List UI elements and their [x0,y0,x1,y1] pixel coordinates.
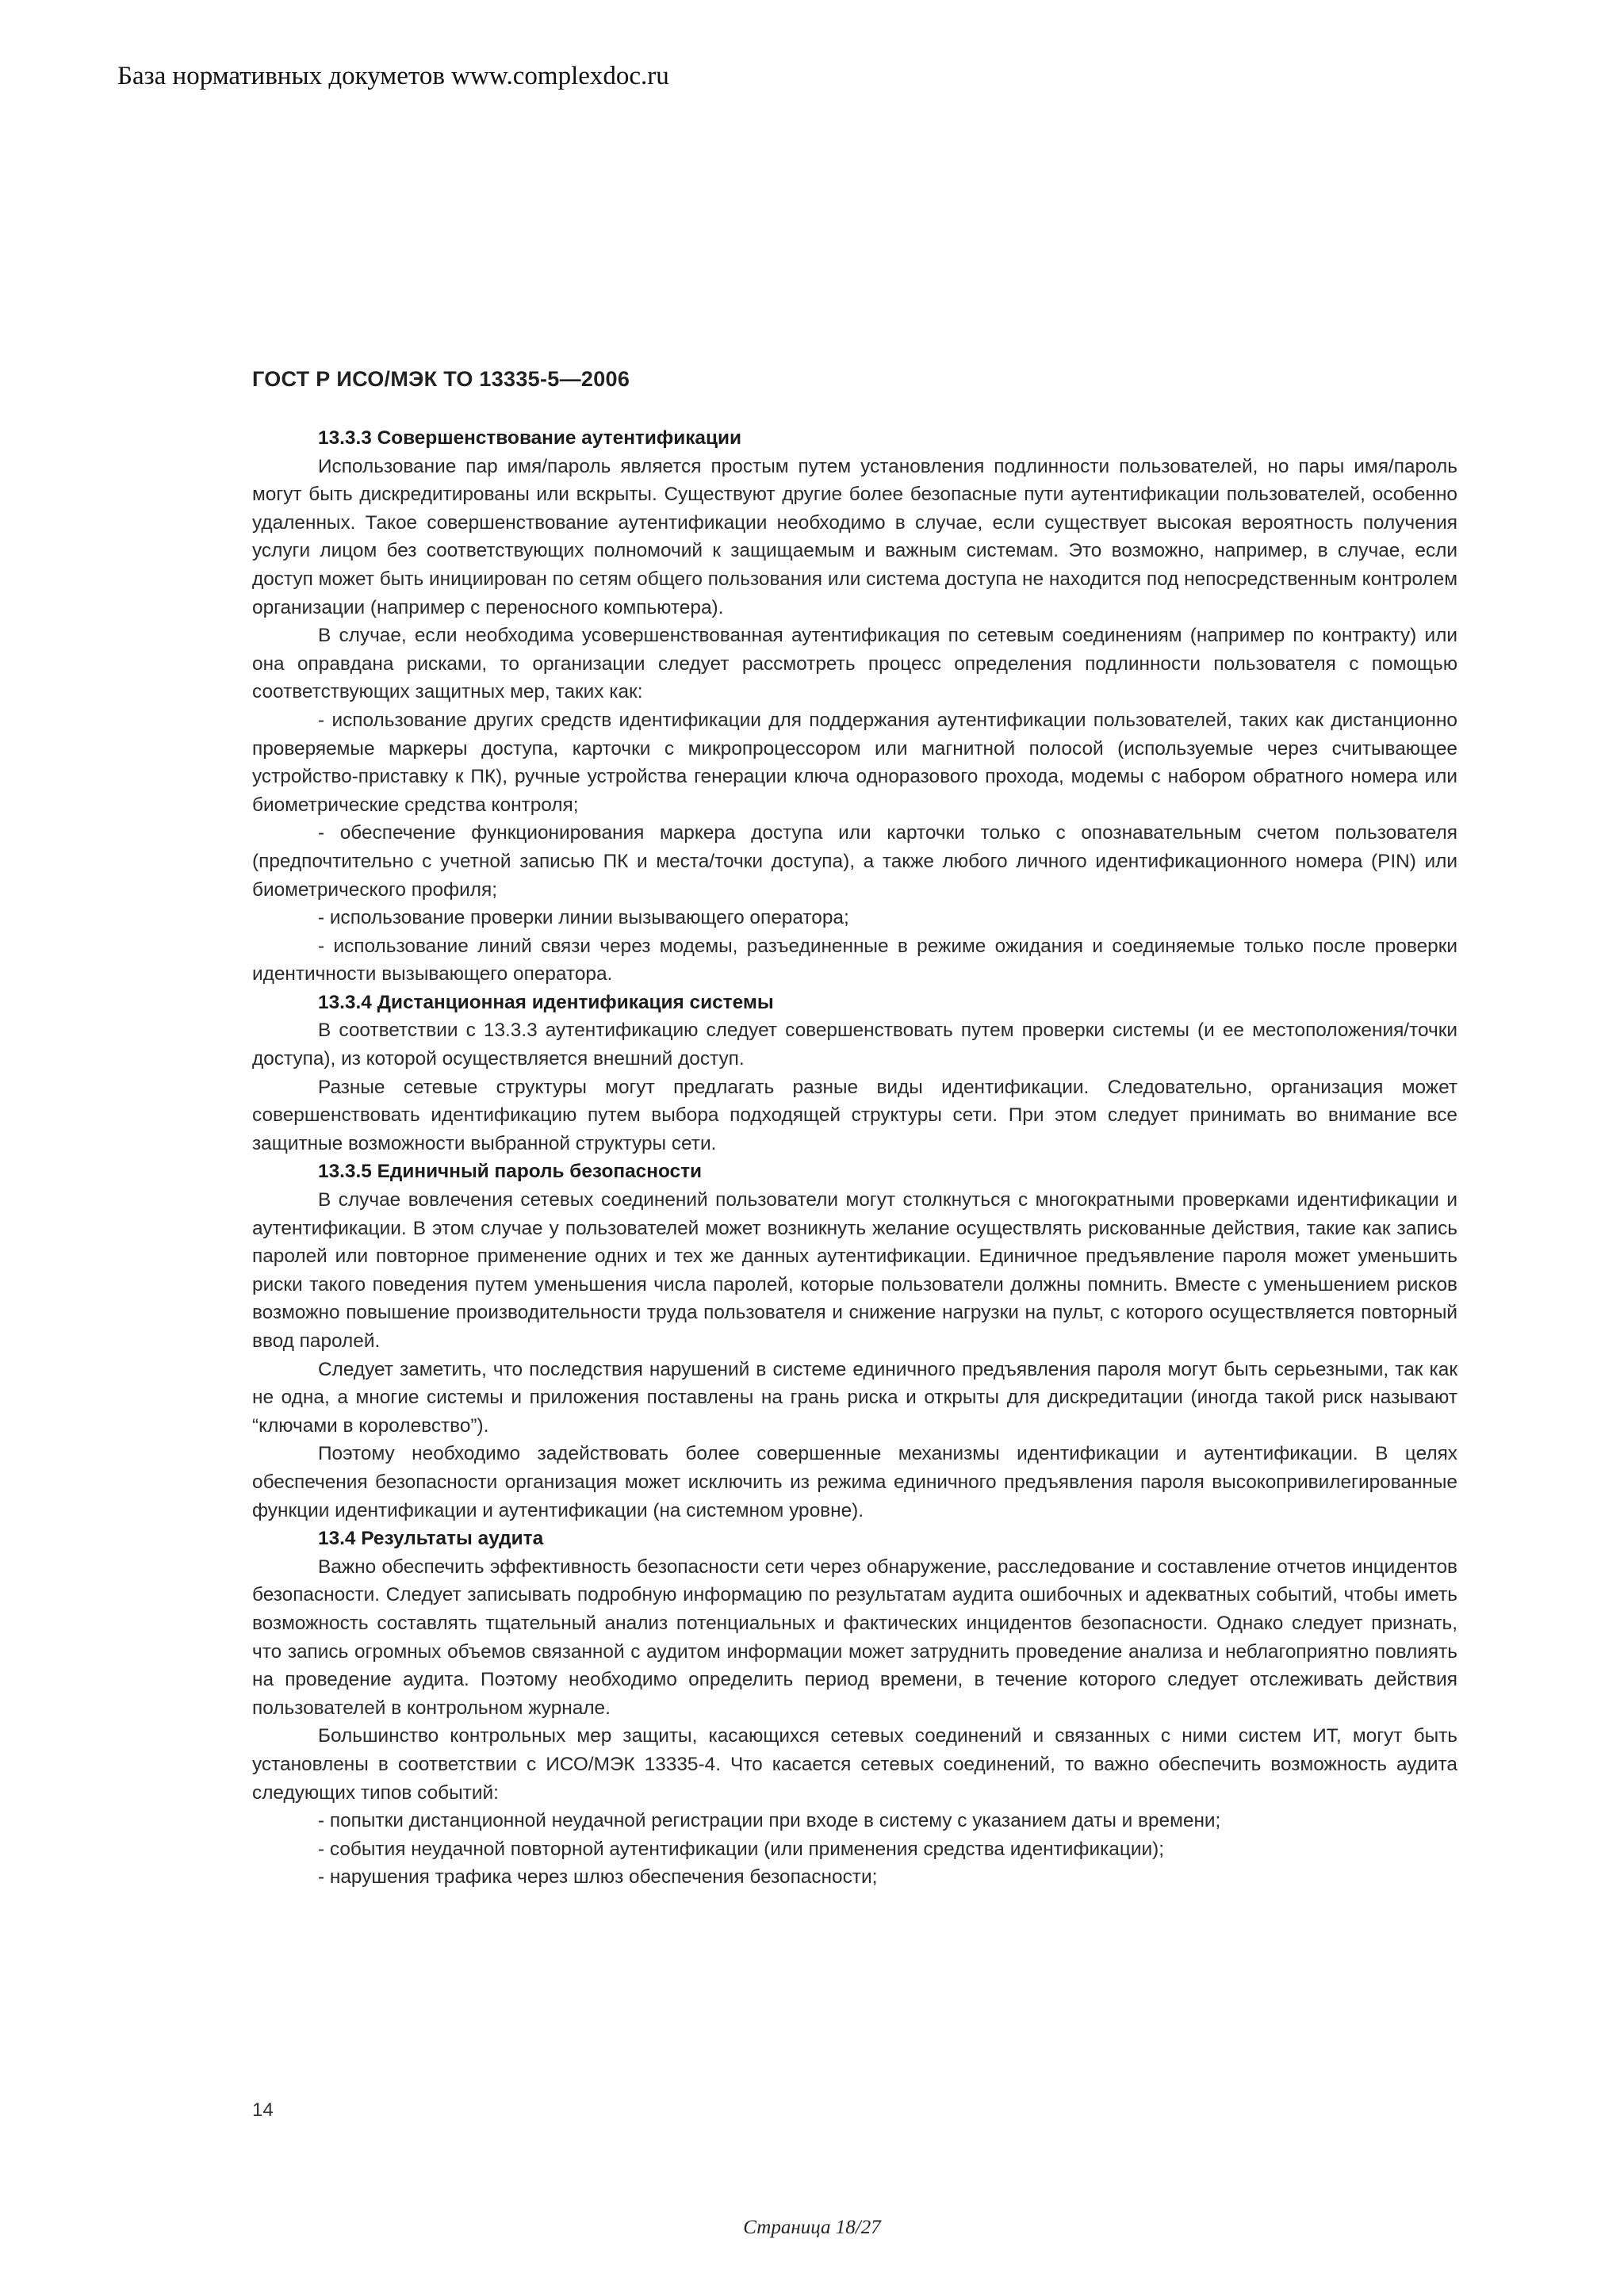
paragraph: - использование проверки линии вызывающего оператора; [318,907,849,929]
paragraph: Большинство контрольных мер защиты, касающихся сетевых соединений и связанных с ними систем ИТ, могут быть установлены в соответствии с ИСО/МЭК 13335-4. Что касается сетевых соединений, то важно обеспечить возможность аудита следующих типов событий: [252,1725,1457,1804]
section-heading: 13.3.5 Единичный пароль безопасности [318,1161,703,1183]
paragraph: Следует заметить, что последствия нарушений в системе единичного предъявления пароля могут быть серьезными, так как не одна, а многие системы и приложения поставлены на грань риска и открыты для дискредитации (иногда такой риск называют “ключами в королевство”). [252,1358,1457,1437]
paragraph: - обеспечение функционирования маркера доступа или карточки только с опознавательным счетом пользователя (предпочтительно с учетной записью ПК и места/точки доступа), а также любого личного идентификационного номера (PIN) или биометрического профиля; [252,822,1457,901]
paragraph: - использование линий связи через модемы, разъединенные в режиме ожидания и соединяемые только после проверки идентичности вызывающего оператора. [252,935,1457,985]
paragraph: В случае, если необходима усовершенствованная аутентификация по сетевым соединениям (например по контракту) или она оправдана рисками, то организации следует рассмотреть процесс определения подлинности пользователя с помощью соответствующих защитных мер, таких как: [252,625,1457,703]
paragraph: В случае вовлечения сетевых соединений пользователи могут столкнуться с многократными проверками идентификации и аутентификации. В этом случае у пользователей может возникнуть желание осуществлять рискованные действия, такие как запись паролей или повторное применение одних и тех же данных аутентификации. Единичное предъявление пароля может уменьшить риски такого поведения путем уменьшения числа паролей, которые пользователи должны помнить. Вместе с уменьшением рисков возможно повышение производительности труда пользователя и снижение нагрузки на пульт, с которого осуществляется повторный ввод паролей. [252,1189,1457,1352]
paragraph: В соответствии с 13.3.3 аутентификацию следует совершенствовать путем проверки системы (и ее местоположения/точки доступа), из которой осуществляется внешний доступ. [252,1020,1457,1070]
document-code: ГОСТ Р ИСО/МЭК ТО 13335-5—2006 [252,367,630,391]
paragraph: Поэтому необходимо задействовать более совершенные механизмы идентификации и аутентификации. В целях обеспечения безопасности организация может исключить из режима единичного предъявления пароля высокопривилегированные функции идентификации и аутентификации (на системном уровне). [252,1443,1457,1521]
section-heading: 13.3.3 Совершенствование аутентификации [318,427,741,449]
paragraph: - попытки дистанционной неудачной регистрации при входе в систему с указанием даты и времени; [318,1810,1221,1832]
paragraph: - нарушения трафика через шлюз обеспечения безопасности; [318,1866,878,1888]
document-body [252,424,1457,1892]
section-heading: 13.3.4 Дистанционная идентификация системы [318,991,774,1013]
page-number: 14 [252,2099,274,2121]
paragraph: Важно обеспечить эффективность безопасности сети через обнаружение, расследование и составление отчетов инцидентов безопасности. Следует записывать подробную информацию по результатам аудита ошибочных и адекватных событий, чтобы иметь возможность составлять тщательный анализ потенциальных и фактических инцидентов безопасности. Однако следует признать, что запись огромных объемов связанной с аудитом информации может затруднить проведение анализа и неблагоприятно повлиять на проведение аудита. Поэтому необходимо определить период времени, в течение которого следует отслеживать действия пользователей в контрольном журнале. [252,1556,1457,1719]
paragraph: - события неудачной повторной аутентификации (или применения средства идентификации); [318,1838,1164,1860]
section-heading: 13.4 Результаты аудита [318,1528,544,1550]
paragraph: - использование других средств идентификации для поддержания аутентификации пользователей, таких как дистанционно проверяемые маркеры доступа, карточки с микропроцессором или магнитной полосой (используемые через считывающее устройство-приставку к ПК), ручные устройства генерации ключа одноразового прохода, модемы с набором обратного номера или биометрические средства контроля; [252,709,1457,816]
page-footer: Страница 18/27 [743,2217,881,2238]
site-header: База нормативных докуметов www.complexdoc.ru [117,62,669,90]
paragraph: Разные сетевые структуры могут предлагать разные виды идентификации. Следовательно, организация может совершенствовать идентификацию путем выбора подходящей структуры сети. При этом следует принимать во внимание все защитные возможности выбранной структуры сети. [252,1076,1457,1154]
paragraph: Использование пар имя/пароль является простым путем установления подлинности пользователей, но пары имя/пароль могут быть дискредитированы или вскрыты. Существуют другие более безопасные пути аутентификации пользователей, особенно удаленных. Такое совершенствование аутентификации необходимо в случае, если существует высокая вероятность получения услуги лицом без соответствующих полномочий к защищаемым и важным системам. Это возможно, например, в случае, если доступ может быть инициирован по сетям общего пользования или система доступа не находится под непосредственным контролем организации (например с переносного компьютера). [252,455,1457,618]
